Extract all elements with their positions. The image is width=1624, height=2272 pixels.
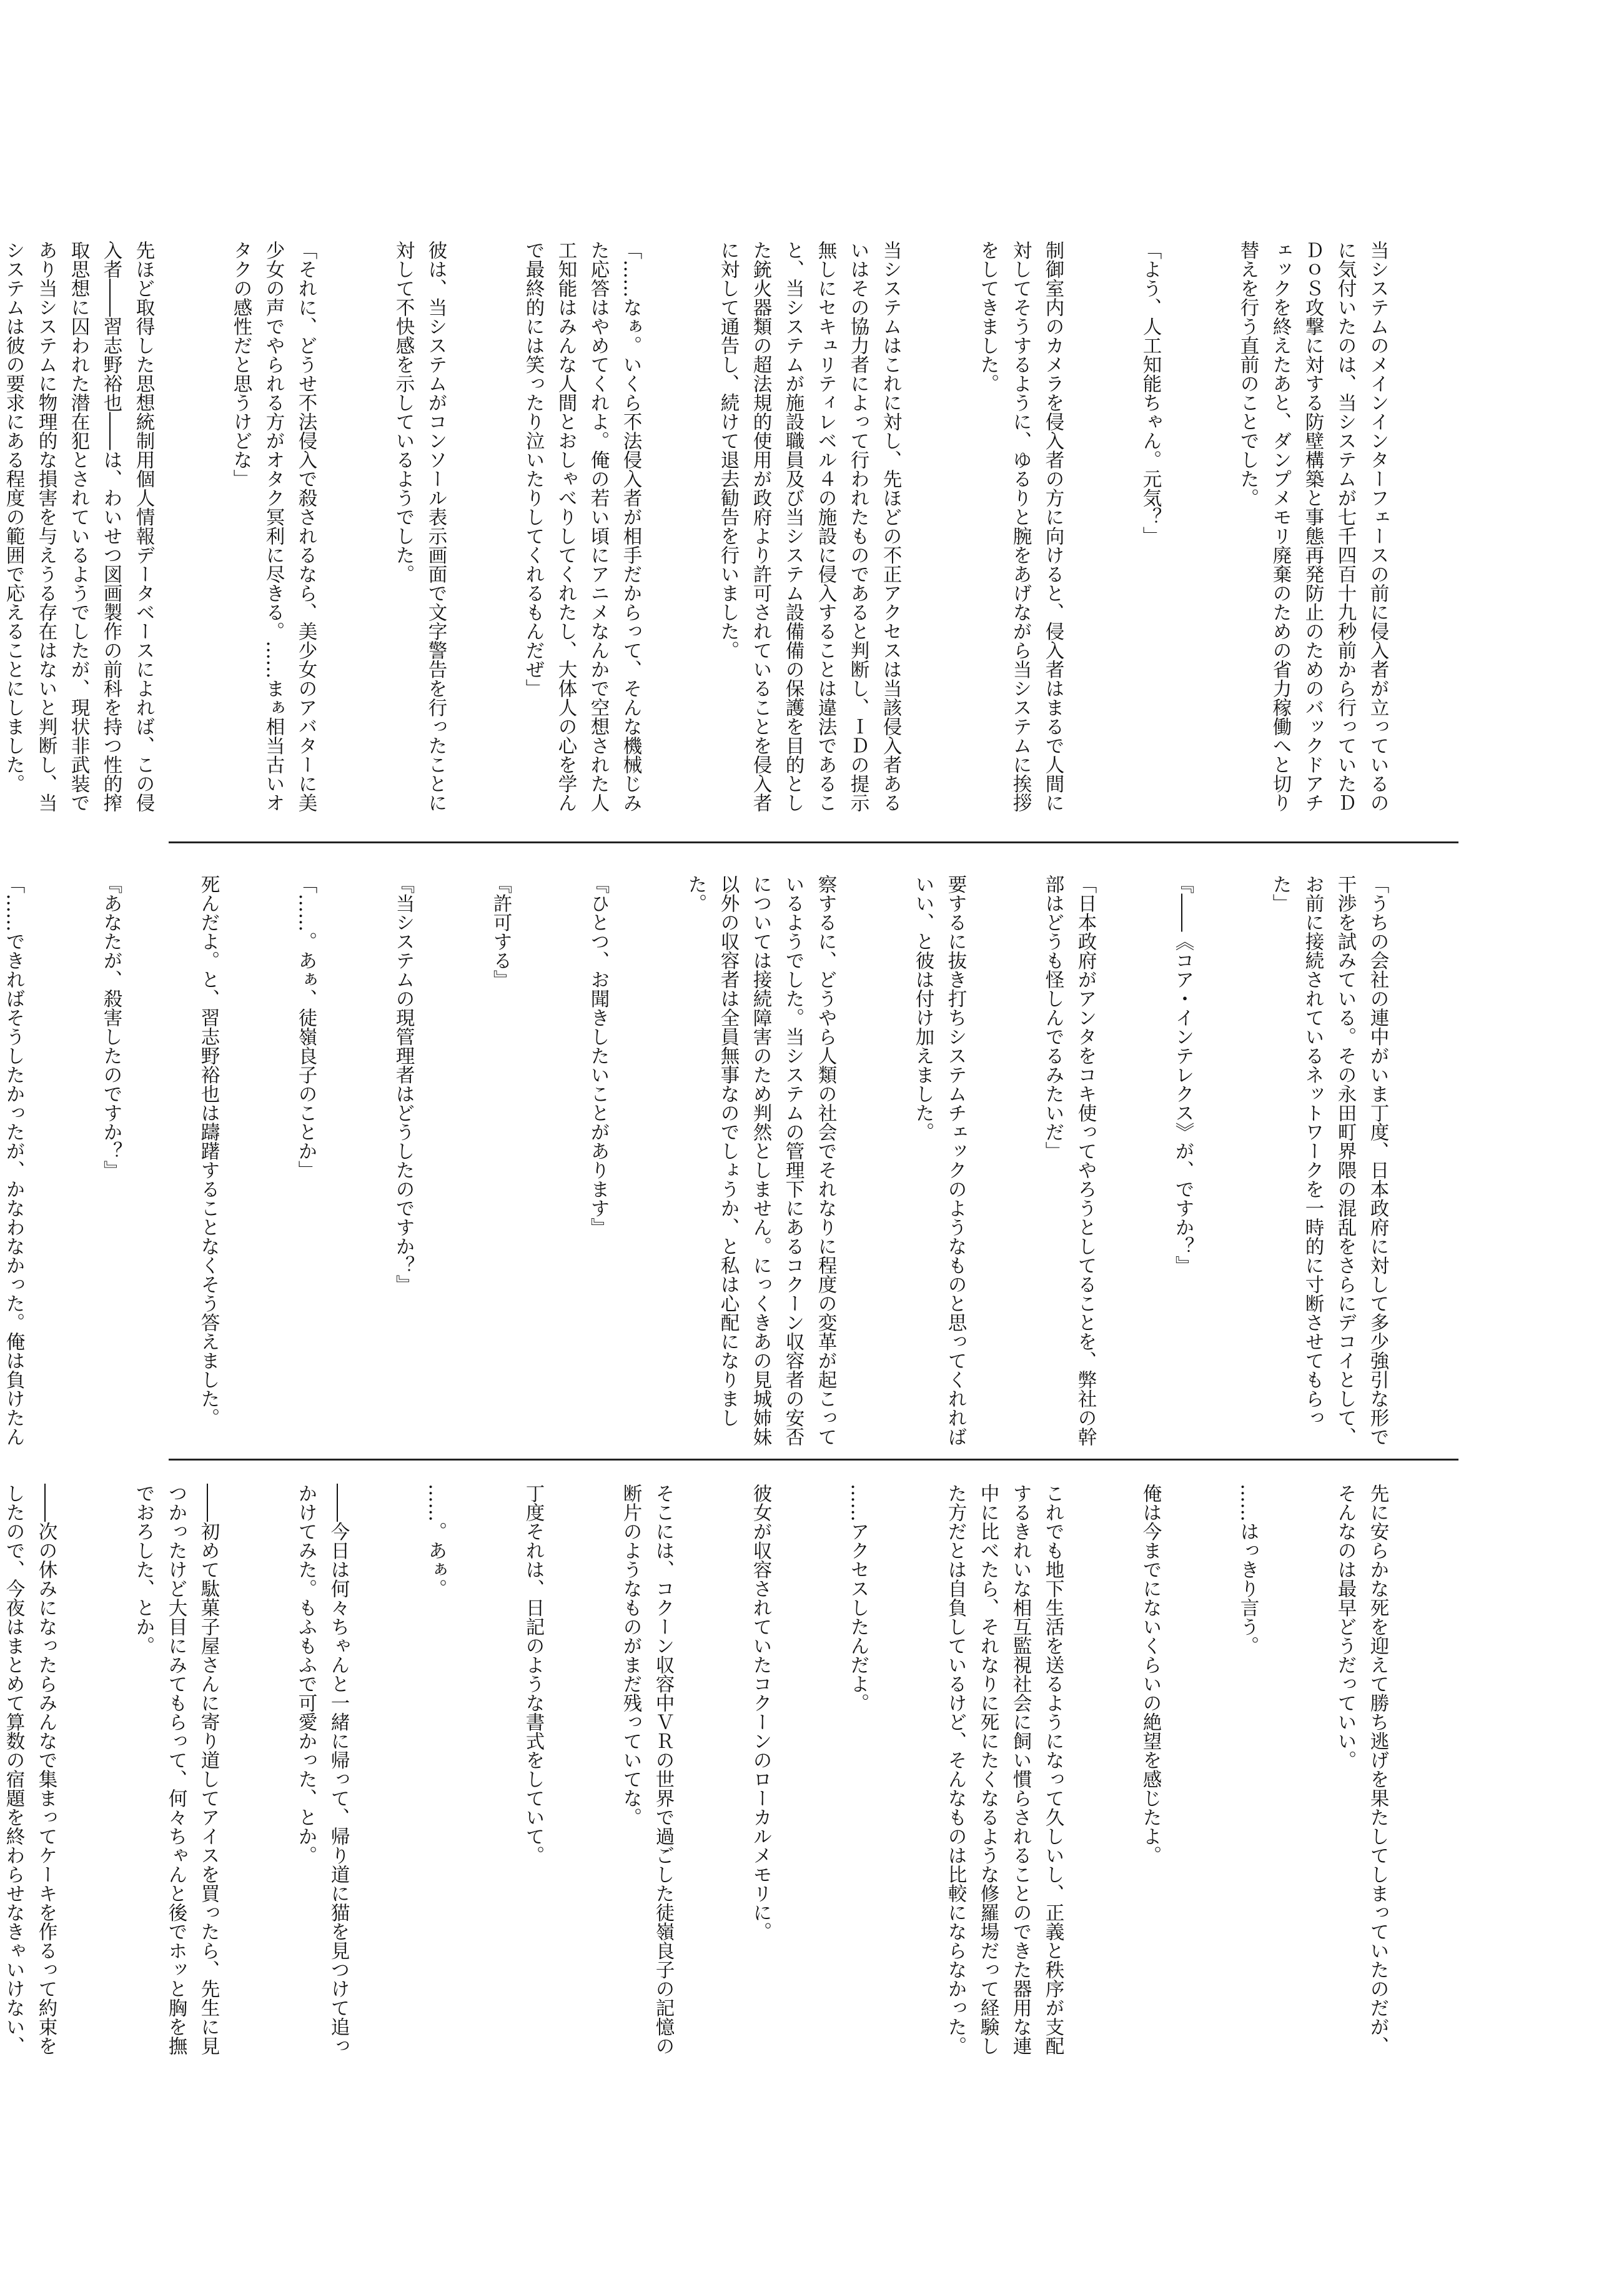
paragraph: これでも地下生活を送るようになって久しいし、正義と秩序が支配するきれいな相互監視社会に飼い慣らされることのできた器用な連中に比べたら、それなりに死にたくなるような修羅場だって経験した方だとは自負しているけど、そんなものは比較にならなかった。 [944, 1484, 1064, 2055]
paragraph: ――次の休みになったらみんなで集まってケーキを作るって約束をしたので、今夜はまとめて算数の宿題を終わらせなきゃいけない、 [2, 1484, 57, 2055]
paragraph: ――今日は何々ちゃんと一緒に帰って、帰り道に猫を見つけて追っかけてみた。もふもふで可愛かった、とか。 [295, 1484, 349, 2055]
paragraph: 俺は今までにないくらいの絶望を感じたよ。 [1139, 1484, 1161, 1865]
paragraph: 「うちの会社の連中がいま丁度、日本政府に対して多少強引な形で干渉を試みている。その永田町界隈の混乱をさらにデコイとして、お前に接続されているネットワークを一時的に寸断させてもらった」 [1269, 875, 1389, 1446]
tier-divider-bottom [169, 1459, 1458, 1461]
paragraph: 死んだよ。と、習志野裕也は躊躇することなくそう答えました。 [197, 875, 219, 1427]
paragraph: 察するに、どうやら人類の社会でそれなりに程度の変革が起こっているようでした。当システムの管理下にあるコクーン収容者の安否については接続障害のため判然としません。にっくきあの見城姉妹以外の収容者は全員無事なのでしょうか、と私は心配になりました。 [685, 875, 836, 1446]
paragraph: 『許可する』 [490, 875, 512, 989]
text-tier-top [2, 241, 1458, 828]
paragraph: 「それに、どうせ不法侵入で殺されるなら、美少女のアバターに美少女の声でやられる方がオタク冥利に尽きる。……まぁ相当古いオタクの感性だと思うけどな」 [230, 241, 317, 812]
paragraph: 彼女が収容されていたコクーンのローカルメモリに。 [750, 1484, 771, 1941]
paragraph: 当システムはこれに対し、先ほどの不正アクセスは当該侵入者あるいはその協力者によって行われたものであると判断し、ＩＤの提示無しにセキュリティレベル４の施設に侵入することは違法であること、当システムが施設職員及び当システム設備備の保護を目的とした銃火器類の超法規的使用が政府より許可されていることを侵入者に対して通告し、続けて退去勧告を行いました。 [717, 241, 901, 812]
text-tier-middle [2, 875, 1458, 1446]
paragraph: ……。あぁ。 [425, 1484, 447, 1598]
paragraph: 「……。あぁ、徒嶺良子のことか」 [295, 875, 317, 1179]
paragraph: 丁度それは、日記のような書式をしていて。 [522, 1484, 544, 1865]
paragraph: 制御室内のカメラを侵入者の方に向けると、侵入者はまるで人間に対してそうするように、ゆるりと腕をあげながら当システムに挨拶をしてきました。 [977, 241, 1064, 812]
paragraph: 要するに抜き打ちシステムチェックのようなものと思ってくれればいい、と彼は付け加えました。 [912, 875, 966, 1446]
paragraph: 当システムのメインインターフェースの前に侵入者が立っているのに気付いたのは、当システムが七千四百十九秒前から行っていたＤＤｏＳ攻撃に対する防壁構築と事態再発防止のためのバックドアチェックを終えたあと、ダンプメモリ廃棄のための省力稼働へと切り替えを行う直前のことでした。 [1237, 241, 1389, 812]
paragraph: ……はっきり言う。 [1237, 1484, 1259, 1655]
paragraph: ……アクセスしたんだよ。 [847, 1484, 869, 1712]
paragraph: 『あなたが、殺害したのですか？』 [100, 875, 122, 1179]
paragraph: 『当システムの現管理者はどうしたのですか？』 [392, 875, 414, 1294]
paragraph: 「よう、人工知能ちゃん。元気？」 [1139, 241, 1161, 545]
paragraph: 『――《コア・インテレクス》が、ですか？』 [1172, 875, 1194, 1275]
paragraph: ――初めて駄菓子屋さんに寄り道してアイスを買ったら、先生に見つかったけど大目にみてもらって、何々ちゃんと後でホッと胸を撫でおろした、とか。 [132, 1484, 219, 2055]
paragraph: 「日本政府がアンタをコキ使ってやろうとしてることを、弊社の幹部はどうも怪しんでるみたいだ」 [1042, 875, 1096, 1446]
paragraph: 『ひとつ、お聞きしたいことがあります』 [587, 875, 609, 1237]
paragraph: 「……なぁ。いくら不法侵入者が相手だからって、そんな機械じみた応答はやめてくれよ。俺の若い頃にアニメなんかで空想された人工知能はみんな人間とおしゃべりしてくれたし、大体人の心を学んで最終的には笑ったり泣いたりしてくれるもんだぜ」 [522, 241, 641, 812]
paragraph: そこには、コクーン収容中ＶＲの世界で過ごした徒嶺良子の記憶の断片のようなものがまだ残っていてな。 [620, 1484, 674, 2055]
paragraph: 先ほど取得した思想統制用個人情報データベースによれば、この侵入者――習志野裕也――は、わいせつ図画製作の前科を持つ性的搾取思想に囚われた潜在犯とされているようでしたが、現状非武装であり当システムに物理的な損害を与えうる存在はないと判断し、当システムは彼の要求にある程度の範囲で応えることにしました。 [2, 241, 154, 812]
paragraph: 彼は、当システムがコンソール表示画面で文字警告を行ったことに対して不快感を示しているようでした。 [392, 241, 447, 812]
tier-divider-top [169, 841, 1458, 843]
paragraph: 「……できればそうしたかったが、かなわなかった。俺は負けたん [2, 875, 24, 1446]
text-tier-bottom [2, 1484, 1458, 2071]
paragraph: 先に安らかな死を迎えて勝ち逃げを果たしてしまっていたのだが、そんなのは最早どうだっていい。 [1334, 1484, 1389, 2055]
